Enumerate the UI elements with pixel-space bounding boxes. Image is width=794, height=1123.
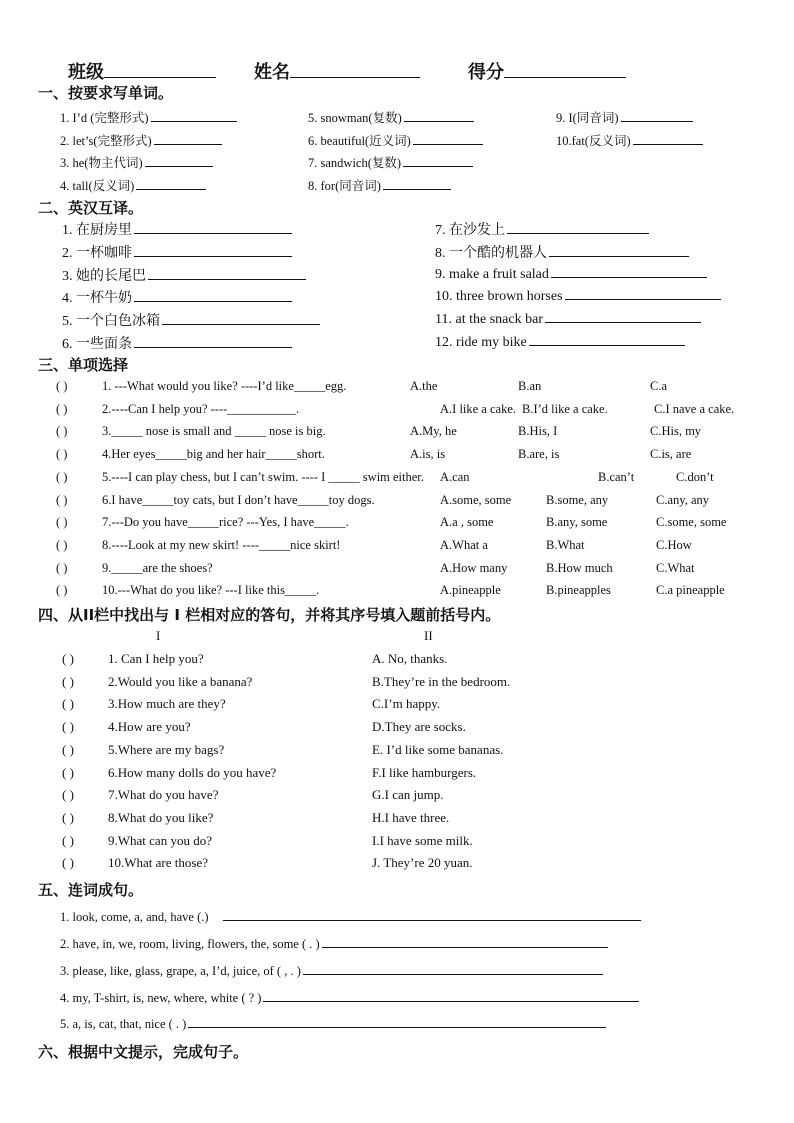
- answer-option: C.I’m happy.: [372, 696, 441, 712]
- option-a: A.some, some: [440, 492, 512, 507]
- section-2-title: 二、英汉互译。: [38, 199, 144, 217]
- answer-blank[interactable]: [413, 132, 483, 145]
- option-c: C.I nave a cake.: [654, 401, 735, 416]
- p5-item-2: 2. have, in, we, room, living, flowers, the, some ( . ): [60, 935, 608, 952]
- option-a: A.pineapple: [440, 583, 501, 598]
- option-c: C.a pineapple: [656, 583, 725, 598]
- question-text: 9._____are the shoes?: [102, 560, 213, 575]
- option-a: A.the: [410, 379, 438, 393]
- option-b: B.pineapples: [546, 583, 611, 598]
- answer-line[interactable]: [322, 935, 608, 948]
- answer-line[interactable]: [303, 962, 603, 975]
- p1-item-4: 4. tall(反义词): [60, 176, 206, 194]
- answer-option: A. No, thanks.: [372, 651, 448, 666]
- option-b: B.can’t: [598, 469, 635, 484]
- p1-item-2: 2. let’s(完整形式): [60, 131, 222, 149]
- option-a: A.a , some: [440, 515, 494, 530]
- column-2-head: II: [424, 628, 433, 643]
- answer-paren[interactable]: ( ): [62, 809, 74, 825]
- answer-paren[interactable]: ( ): [56, 515, 68, 530]
- question-text: 8.What do you like?: [108, 809, 214, 825]
- option-c: C.some, some: [656, 515, 727, 530]
- question-text: 3.How much are they?: [108, 696, 226, 712]
- p1-item-3: 3. he(物主代词): [60, 153, 213, 171]
- section-5-title: 五、连词成句。: [38, 881, 144, 899]
- option-c: C.His, my: [650, 424, 702, 439]
- score-blank[interactable]: [504, 61, 626, 78]
- answer-blank[interactable]: [565, 287, 721, 300]
- question-text: 4.Her eyes_____big and her hair_____short.: [102, 447, 325, 462]
- p2-item-7: 7. 在沙发上: [435, 219, 649, 239]
- answer-paren[interactable]: ( ): [56, 379, 68, 393]
- answer-blank[interactable]: [145, 154, 213, 167]
- option-c: C.a: [650, 379, 668, 393]
- answer-blank[interactable]: [154, 132, 222, 145]
- option-b: B.some, any: [546, 492, 609, 507]
- answer-blank[interactable]: [404, 109, 474, 122]
- option-b: B.What: [546, 537, 585, 552]
- option-c: C.any, any: [656, 492, 709, 507]
- answer-blank[interactable]: [529, 333, 685, 346]
- answer-blank[interactable]: [134, 221, 292, 234]
- question-text: 10.What are those?: [108, 855, 208, 871]
- answer-option: G.I can jump.: [372, 787, 444, 803]
- answer-blank[interactable]: [621, 109, 693, 122]
- question-text: 2.Would you like a banana?: [108, 673, 253, 689]
- option-c: C.What: [656, 560, 695, 575]
- answer-blank[interactable]: [134, 244, 292, 257]
- section-1-title: 一、按要求写单词。: [38, 84, 174, 102]
- question-text: 3._____ nose is small and _____ nose is big.: [102, 424, 326, 439]
- answer-blank[interactable]: [162, 312, 320, 325]
- answer-option: F.I like hamburgers.: [372, 764, 477, 780]
- answer-option: E. I’d like some bananas.: [372, 741, 504, 757]
- p5-item-5: 5. a, is, cat, that, nice ( . ): [60, 1015, 606, 1032]
- question-text: 7.What do you have?: [108, 787, 219, 803]
- question-text: 2.----Can I help you? ----___________.: [102, 401, 300, 416]
- p5-item-3: 3. please, like, glass, grape, a, I’d, juice, of ( , . ): [60, 962, 603, 979]
- option-a: A.is, is: [410, 447, 446, 462]
- question-text: 8.----Look at my new skirt! ----_____nice skirt!: [102, 537, 341, 552]
- answer-paren[interactable]: ( ): [62, 741, 74, 757]
- question-text: 6.How many dolls do you have?: [108, 764, 277, 780]
- name-label: 姓名: [254, 62, 290, 82]
- answer-blank[interactable]: [151, 109, 237, 122]
- p2-item-2: 2. 一杯咖啡: [62, 242, 292, 262]
- p2-item-8: 8. 一个酷的机器人: [435, 242, 689, 262]
- score-label: 得分: [468, 62, 504, 82]
- question-text: 1. ---What would you like? ----I’d like_____egg.: [102, 379, 347, 393]
- answer-paren[interactable]: ( ): [62, 832, 74, 848]
- class-field: [68, 58, 216, 84]
- question-text: 9.What can you do?: [108, 832, 212, 848]
- answer-blank[interactable]: [136, 177, 206, 190]
- p1-item-1: 1. I’d (完整形式): [60, 108, 237, 126]
- option-b: B.any, some: [546, 515, 608, 530]
- option-b: B.I’d like a cake.: [522, 401, 608, 416]
- answer-blank[interactable]: [134, 289, 292, 302]
- p1-item-8: 8. for(同音词): [308, 176, 451, 194]
- answer-paren[interactable]: ( ): [56, 469, 68, 484]
- answer-paren[interactable]: ( ): [56, 424, 68, 439]
- answer-paren[interactable]: ( ): [62, 855, 74, 871]
- section-6-title: 六、根据中文提示，完成句子。: [38, 1043, 249, 1061]
- question-text: 5.----I can play chess, but I can’t swim. ---- I _____ swim either.: [102, 469, 424, 484]
- answer-line[interactable]: [263, 989, 639, 1002]
- answer-option: B.They’re in the bedroom.: [372, 673, 511, 689]
- p2-item-3: 3. 她的长尾巴: [62, 265, 306, 285]
- p2-item-5: 5. 一个白色冰箱: [62, 310, 320, 330]
- answer-blank[interactable]: [134, 335, 292, 348]
- p1-item-9: 9. I(同音词): [556, 108, 693, 126]
- p2-item-12: 12. ride my bike: [435, 333, 685, 351]
- score-field: [468, 58, 626, 84]
- answer-blank[interactable]: [148, 267, 306, 280]
- answer-paren[interactable]: ( ): [56, 492, 68, 507]
- section-4-title: 四、从II栏中找出与 I 栏相对应的答句，并将其序号填入题前括号内。: [38, 606, 501, 624]
- p5-item-4: 4. my, T-shirt, is, new, where, white ( ? ): [60, 989, 639, 1006]
- answer-paren[interactable]: ( ): [62, 673, 74, 689]
- answer-paren[interactable]: ( ): [56, 447, 68, 462]
- p2-item-4: 4. 一杯牛奶: [62, 287, 292, 307]
- question-text: 7.---Do you have_____rice? ---Yes, I have_____.: [102, 515, 349, 530]
- p1-item-10: 10.fat(反义词): [556, 131, 703, 149]
- option-b: B.are, is: [518, 447, 560, 462]
- option-a: A.What a: [440, 537, 488, 552]
- option-a: A.How many: [440, 560, 508, 575]
- option-b: B.How much: [546, 560, 613, 575]
- option-a: A.I like a cake.: [440, 401, 517, 416]
- p2-item-1: 1. 在厨房里: [62, 219, 292, 239]
- answer-blank[interactable]: [545, 310, 701, 323]
- answer-paren[interactable]: ( ): [56, 583, 68, 598]
- column-1-head: I: [156, 628, 161, 643]
- p1-item-5: 5. snowman(复数): [308, 108, 474, 126]
- answer-blank[interactable]: [507, 221, 649, 234]
- section-3-title: 三、单项选择: [38, 356, 129, 374]
- answer-paren[interactable]: ( ): [56, 537, 68, 552]
- answer-blank[interactable]: [633, 132, 703, 145]
- answer-paren[interactable]: ( ): [62, 719, 74, 735]
- answer-paren[interactable]: ( ): [56, 560, 68, 575]
- answer-option: I.I have some milk.: [372, 832, 473, 848]
- answer-option: D.They are socks.: [372, 719, 466, 735]
- name-blank[interactable]: [290, 61, 420, 78]
- option-b: B.an: [518, 379, 542, 393]
- p2-item-6: 6. 一些面条: [62, 333, 292, 353]
- answer-paren[interactable]: ( ): [62, 696, 74, 712]
- answer-option: J. They’re 20 yuan.: [372, 855, 473, 871]
- answer-blank[interactable]: [403, 154, 473, 167]
- answer-blank[interactable]: [549, 244, 689, 257]
- option-b: B.His, I: [518, 424, 558, 439]
- name-field: [254, 58, 420, 84]
- p2-item-11: 11. at the snack bar: [435, 310, 701, 328]
- option-a: A.can: [440, 469, 470, 484]
- p2-item-10: 10. three brown horses: [435, 287, 721, 305]
- answer-line[interactable]: [188, 1015, 606, 1028]
- p1-item-7: 7. sandwich(复数): [308, 153, 473, 171]
- question-text: 5.Where are my bags?: [108, 741, 225, 757]
- class-label: 班级: [68, 62, 104, 82]
- option-a: A.My, he: [410, 424, 457, 439]
- question-text: 10.---What do you like? ---I like this_____.: [102, 583, 320, 598]
- answer-option: H.I have three.: [372, 809, 450, 825]
- p1-item-6: 6. beautiful(近义词): [308, 131, 483, 149]
- answer-blank[interactable]: [383, 177, 451, 190]
- answer-paren[interactable]: ( ): [62, 764, 74, 780]
- option-c: C.don’t: [676, 469, 714, 484]
- answer-line[interactable]: [223, 908, 641, 921]
- question-text: 1. Can I help you?: [108, 651, 204, 666]
- question-text: 6.I have_____toy cats, but I don’t have_____toy dogs.: [102, 492, 375, 507]
- question-text: 4.How are you?: [108, 719, 191, 735]
- answer-paren[interactable]: ( ): [62, 787, 74, 803]
- answer-blank[interactable]: [551, 265, 707, 278]
- class-blank[interactable]: [104, 61, 216, 78]
- p5-item-1: 1. look, come, a, and, have (.): [60, 908, 641, 925]
- answer-paren[interactable]: ( ): [56, 401, 68, 416]
- p2-item-9: 9. make a fruit salad: [435, 265, 707, 283]
- option-c: C.is, are: [650, 447, 692, 462]
- option-c: C.How: [656, 537, 692, 552]
- answer-paren[interactable]: ( ): [62, 651, 74, 666]
